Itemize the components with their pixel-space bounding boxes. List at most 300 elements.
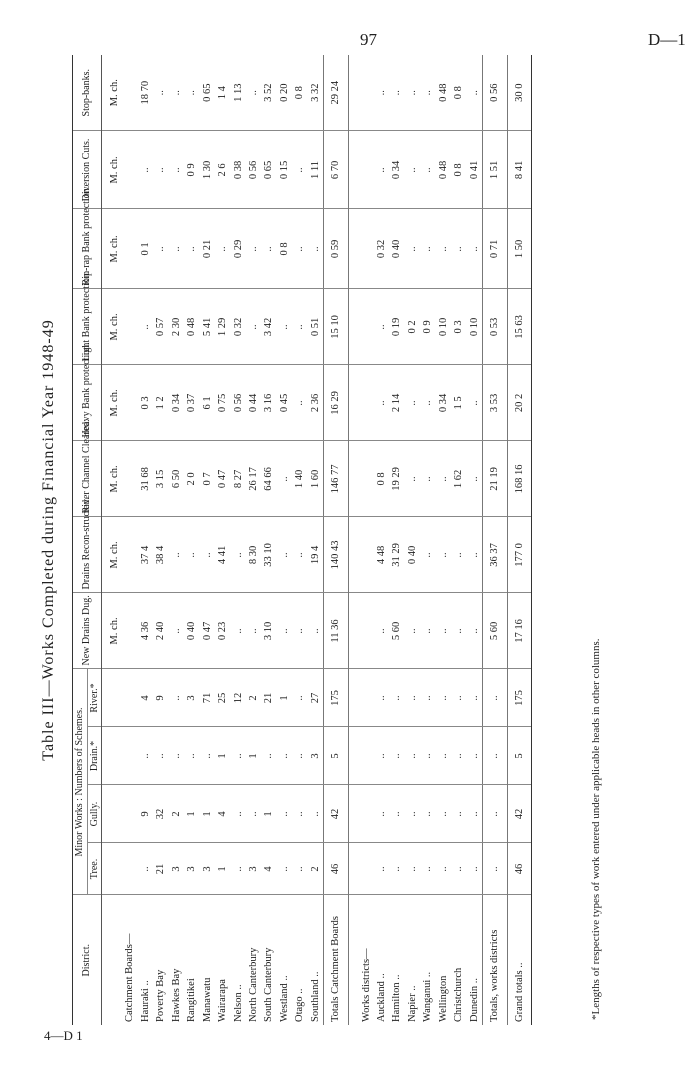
table-cell: 18 70 [138,55,153,131]
table-row [184,55,199,1025]
unit-label: M. ch. [102,517,123,593]
table-cell: 0 41 [467,131,483,209]
table-cell: .. [467,517,483,593]
table-cell: .. [292,517,307,593]
table-cell: 16 29 [324,365,348,441]
table-cell: 0 19 [389,289,404,365]
table-cell: 0 9 [420,289,435,365]
table-cell: .. [292,669,307,727]
table-cell: 12 [231,669,246,727]
table-cell: .. [436,727,451,785]
district-name: Nelson .. [232,984,244,1022]
table-cell: 1 30 [200,131,215,209]
col-drain: Drain.* [87,727,102,785]
table-cell: 3 [184,843,199,895]
table-cell: 0 9 [184,131,199,209]
table-cell: 3 [246,843,261,895]
table-cell: .. [231,843,246,895]
table-cell: 11 36 [324,593,348,669]
table-cell: .. [184,55,199,131]
table-cell: .. [153,55,168,131]
table-cell: .. [184,517,199,593]
footnote: *Lengths of respective types of work entered under applicable heads in other columns. [590,638,602,1020]
table-cell: .. [246,593,261,669]
table-cell: .. [277,517,292,593]
page-number: 97 [360,30,377,49]
table-cell: 0 8 [451,131,466,209]
total-row [324,55,348,1025]
table-cell: .. [374,843,389,895]
district-name: Westland .. [278,975,290,1022]
table-row [153,55,168,1025]
grand-total [507,55,531,1025]
table-cell: 1 [277,669,292,727]
table-cell: .. [436,785,451,843]
table-cell: 0 34 [169,365,184,441]
col-new-drains: New Drains Dug. [73,593,102,669]
col-district: District. [73,895,102,1025]
table-cell: 20 2 [507,365,531,441]
table-cell: 2 [169,785,184,843]
table-cell: 2 [246,669,261,727]
table-cell: 0 48 [184,289,199,365]
table-cell: .. [169,593,184,669]
table-cell: .. [389,55,404,131]
district-name: Christchurch [453,967,465,1022]
table-cell: 0 44 [246,365,261,441]
table-cell: .. [467,843,483,895]
table-cell: 4 [215,785,230,843]
table-cell: 0 56 [231,365,246,441]
table-cell: .. [420,55,435,131]
table-cell: .. [292,843,307,895]
district-name: Napier .. [406,985,418,1022]
table-cell: 0 47 [200,593,215,669]
table-cell: 2 30 [169,289,184,365]
district-name: Wairarapa [217,979,229,1022]
table-cell: 25 [215,669,230,727]
table-cell: 1 [261,785,276,843]
table-cell: 3 15 [153,441,168,517]
table-cell: .. [467,669,483,727]
table-cell: 0 3 [138,365,153,441]
col-drains-reconstructed: Drains Recon-structed. [73,517,102,593]
table-cell: .. [277,727,292,785]
table-cell: 30 0 [507,55,531,131]
table-cell: 37 4 [138,517,153,593]
total-row [483,55,507,1025]
table-cell: .. [374,785,389,843]
table-cell: 0 15 [277,131,292,209]
section-heading-row [122,55,137,1025]
table-row [246,55,261,1025]
table-cell: 2 6 [215,131,230,209]
table-cell: .. [246,289,261,365]
side-reference: 4—D 1 [44,1028,83,1043]
table-cell: .. [169,131,184,209]
table-cell: .. [231,517,246,593]
table-cell: 3 [200,843,215,895]
table-cell: .. [261,727,276,785]
table-row [467,55,483,1025]
table-cell: 0 10 [467,289,483,365]
table-cell: 2 14 [389,365,404,441]
district-name: Southland .. [309,971,321,1022]
table-cell: 5 [507,727,531,785]
district-name: South Canterbury [263,947,275,1022]
table-cell: .. [451,209,466,289]
table-cell: .. [436,441,451,517]
table-cell: .. [292,365,307,441]
table-cell: 5 60 [389,593,404,669]
table-cell: .. [374,289,389,365]
table-cell: .. [405,55,420,131]
table-cell: .. [169,669,184,727]
table-cell: .. [374,131,389,209]
district-name: Manawatu [201,977,213,1022]
table-cell: .. [420,843,435,895]
table-cell: .. [451,517,466,593]
table-cell: 8 41 [507,131,531,209]
table-cell: 2 40 [153,593,168,669]
table-cell: 6 70 [324,131,348,209]
table-cell: 21 19 [483,441,507,517]
table-cell: 0 40 [184,593,199,669]
table-cell: 15 63 [507,289,531,365]
table-cell: .. [436,669,451,727]
table-cell: 0 8 [292,55,307,131]
district-name: Poverty Bay [155,969,167,1022]
table-cell: .. [169,209,184,289]
table-cell: .. [277,843,292,895]
table-cell: .. [483,785,507,843]
table-cell: .. [374,55,389,131]
table-cell: .. [451,843,466,895]
table-cell: 0 10 [436,289,451,365]
table-cell: .. [451,669,466,727]
table-row [200,55,215,1025]
table-cell: 5 41 [200,289,215,365]
table-cell: .. [292,785,307,843]
district-name: Totals Catchment Boards [324,895,348,1025]
table-cell: .. [261,209,276,289]
table-cell: .. [292,727,307,785]
total-row [507,55,531,1025]
table-cell: .. [420,209,435,289]
table-cell: 21 [153,843,168,895]
table-cell: 3 52 [261,55,276,131]
table-row [169,55,184,1025]
table-cell: .. [420,727,435,785]
table-cell: 1 [200,785,215,843]
table-cell: .. [246,209,261,289]
table-cell: .. [231,593,246,669]
district-name: Rangitikei [186,978,198,1022]
table-cell: .. [405,441,420,517]
table-cell: .. [138,289,153,365]
table-cell: 0 2 [405,289,420,365]
table-cell: .. [169,55,184,131]
table-cell: 0 65 [261,131,276,209]
table-cell: 0 38 [231,131,246,209]
table-cell: 0 7 [200,441,215,517]
table-cell: 0 75 [215,365,230,441]
table-cell: .. [184,727,199,785]
table-cell: 1 5 [451,365,466,441]
table-row [420,55,435,1025]
table-cell: 0 57 [153,289,168,365]
table-cell: .. [374,669,389,727]
district-name: Wanganui .. [422,971,434,1022]
table-cell: 0 8 [277,209,292,289]
table-cell: 1 4 [215,55,230,131]
table-cell: .. [153,209,168,289]
table-row [261,55,276,1025]
district-name: Hauraki .. [139,980,151,1022]
table-cell: .. [436,593,451,669]
table-cell: 8 27 [231,441,246,517]
catchment-rows [138,55,324,1025]
table-cell: .. [292,209,307,289]
units-row [102,55,123,1025]
table-cell: 0 23 [215,593,230,669]
table-cell: .. [467,785,483,843]
table-cell: 46 [507,843,531,895]
table-cell: .. [374,727,389,785]
works-table [72,55,532,1025]
table-cell: .. [138,843,153,895]
table-cell: 1 2 [153,365,168,441]
table-cell: .. [292,593,307,669]
col-rip-rap: Rip-rap Bank protection. [73,209,102,289]
table-cell: .. [420,593,435,669]
table-cell: 175 [324,669,348,727]
table-cell: 29 24 [324,55,348,131]
table-cell: 42 [324,785,348,843]
district-name: Otago .. [294,988,306,1022]
table-cell: 1 13 [231,55,246,131]
table-cell: .. [277,593,292,669]
table-cell: 3 [308,727,324,785]
table-cell: .. [436,517,451,593]
table-cell: 19 4 [308,517,324,593]
table-cell: 146 77 [324,441,348,517]
table-cell: 27 [308,669,324,727]
table-cell: 0 40 [405,517,420,593]
table-cell: .. [389,785,404,843]
table-cell: 0 8 [374,441,389,517]
table-cell: .. [405,593,420,669]
table-cell: .. [436,209,451,289]
page-reference: D—1 [648,30,686,49]
table-cell: 0 48 [436,131,451,209]
table-cell: .. [277,289,292,365]
table-row [277,55,292,1025]
table-cell: .. [483,843,507,895]
col-heavy-bank: Heavy Bank protection. [73,365,102,441]
table-cell: 3 53 [483,365,507,441]
table-row [451,55,466,1025]
table-cell: .. [374,365,389,441]
unit-label: M. ch. [102,55,123,131]
table-cell: 15 10 [324,289,348,365]
table-cell: 4 36 [138,593,153,669]
table-cell: .. [389,727,404,785]
unit-label: M. ch. [102,131,123,209]
table-cell: 46 [324,843,348,895]
table-cell: .. [420,669,435,727]
table-cell: 0 48 [436,55,451,131]
table-cell: .. [308,785,324,843]
table-cell: 0 56 [246,131,261,209]
section-heading-row [359,55,374,1025]
table-row [374,55,389,1025]
table-cell: 175 [507,669,531,727]
table-cell: 1 60 [308,441,324,517]
table-cell: 0 40 [389,209,404,289]
table-cell: 0 51 [308,289,324,365]
table-cell: 0 59 [324,209,348,289]
table-cell: 5 60 [483,593,507,669]
table-cell: 32 [153,785,168,843]
district-name: Auckland .. [376,973,387,1022]
table-cell: .. [231,727,246,785]
table-cell: 168 16 [507,441,531,517]
col-stop-banks: Stop-banks. [73,55,102,131]
table-cell: .. [483,669,507,727]
col-light-bank: Light Bank protection. [73,289,102,365]
table-cell: .. [420,365,435,441]
table-cell: 0 65 [200,55,215,131]
table-cell: .. [277,441,292,517]
table-cell: .. [405,785,420,843]
table-cell: 2 36 [308,365,324,441]
table-row [292,55,307,1025]
table-cell: .. [169,517,184,593]
table-cell: 0 8 [451,55,466,131]
table-cell: 1 50 [507,209,531,289]
table-cell: 3 32 [308,55,324,131]
table-cell: .. [200,517,215,593]
table-cell: 21 [261,669,276,727]
table-cell: 0 56 [483,55,507,131]
table-cell: 1 62 [451,441,466,517]
works-rows [374,55,483,1025]
table-cell: .. [405,843,420,895]
table-cell: .. [467,365,483,441]
table-cell: .. [308,593,324,669]
district-name: Wellington [437,975,449,1022]
table-cell: 71 [200,669,215,727]
table-cell: .. [215,209,230,289]
col-river: River.* [87,669,102,727]
col-tree: Tree. [87,843,102,895]
table-cell: 0 53 [483,289,507,365]
table-cell: .. [153,131,168,209]
table-cell: 3 [184,669,199,727]
district-name: Hawkes Bay [170,968,182,1022]
table-cell: .. [405,727,420,785]
table-cell: .. [246,785,261,843]
table-cell: 36 37 [483,517,507,593]
col-group-minor-works: Minor Works : Numbers of Schemes. [73,669,88,895]
table-cell: .. [169,727,184,785]
table-cell: 6 1 [200,365,215,441]
table-cell: 38 4 [153,517,168,593]
table-cell: 64 66 [261,441,276,517]
table-cell: 31 68 [138,441,153,517]
table-cell: .. [405,669,420,727]
table-cell: 3 10 [261,593,276,669]
table-cell: 4 41 [215,517,230,593]
table-cell: .. [420,131,435,209]
table-cell: 5 [324,727,348,785]
table-cell: 3 42 [261,289,276,365]
table-cell: 0 34 [436,365,451,441]
works-total [483,55,507,1025]
table-cell: .. [467,593,483,669]
table-cell: 0 32 [374,209,389,289]
table-cell: 6 50 [169,441,184,517]
table-title: Table III—Works Completed during Financial Year 1948-49 [40,319,57,761]
district-name: Hamilton .. [391,974,403,1022]
table-cell: .. [389,843,404,895]
table-cell: 0 34 [389,131,404,209]
table-cell: .. [277,785,292,843]
table-cell: .. [451,593,466,669]
table-cell: 0 29 [231,209,246,289]
table-cell: .. [389,669,404,727]
table-cell: 0 71 [483,209,507,289]
table-cell: 177 0 [507,517,531,593]
table-cell: .. [292,131,307,209]
table-cell: 2 [308,843,324,895]
table-row [436,55,451,1025]
table-cell: 8 30 [246,517,261,593]
table-cell: .. [138,131,153,209]
table-cell: 0 1 [138,209,153,289]
table-cell: 4 [138,669,153,727]
table-cell: 19 29 [389,441,404,517]
table-cell: 3 [169,843,184,895]
unit-label: M. ch. [102,289,123,365]
table-row [389,55,404,1025]
district-name: Grand totals .. [507,895,531,1025]
table-cell: 1 [215,727,230,785]
table-cell: 31 29 [389,517,404,593]
table-cell: .. [420,785,435,843]
table-row [308,55,324,1025]
table-cell: 1 11 [308,131,324,209]
table-cell: 9 [138,785,153,843]
table-row [215,55,230,1025]
table-cell: .. [467,727,483,785]
table-cell: .. [153,727,168,785]
col-river-cleared: River Channel Cleared. [73,441,102,517]
table-cell: .. [184,209,199,289]
table-cell: .. [405,365,420,441]
table-cell: 0 45 [277,365,292,441]
table-cell: .. [467,209,483,289]
table-cell: 140 43 [324,517,348,593]
district-name: Totals, works districts [483,895,507,1025]
col-gully: Gully. [87,785,102,843]
table-cell: .. [436,843,451,895]
district-name: North Canterbury [247,947,259,1022]
table-cell: 0 47 [215,441,230,517]
table-row [405,55,420,1025]
table-cell: 4 48 [374,517,389,593]
